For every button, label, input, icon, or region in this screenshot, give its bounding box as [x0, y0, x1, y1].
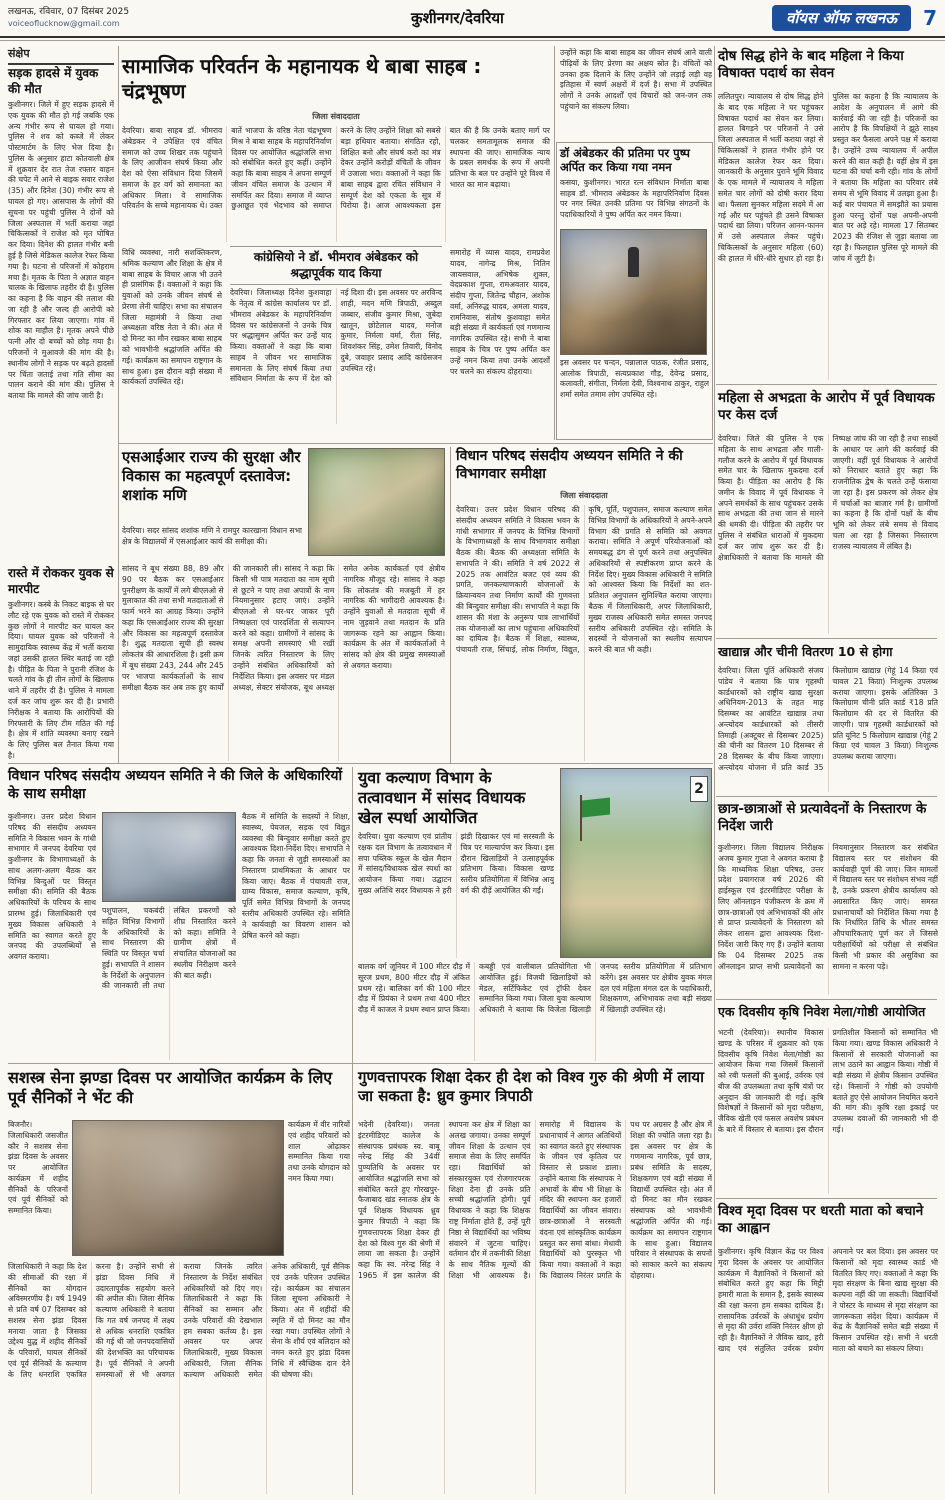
soil-day-headline: विश्व मृदा दिवस पर धरती माता को बचाने का आह्वान: [718, 1203, 924, 1236]
sir-story-lead: देवरिया। सदर सांसद शशांक मणि ने रामपुर कारखाना विधान सभा क्षेत्र के विद्यालयों में एसआईआर कार्य की समीक्षा की।: [122, 526, 302, 546]
flag-day-body-left: बिजनौर। जिलाधिकारी जसजीत कौर ने सशस्त्र सेना झंडा दिवस के अवसर पर आयोजित कार्यक्रम में शहीद सैनिकों के परिजनों एवं पूर्व सैनिकों को सम्मानित किया।: [8, 1120, 68, 1216]
brief-body-accident: कुशीनगर। जिले में हुए सड़क हादसे में एक युवक की मौत हो गई जबकि एक अन्य गंभीर रूप से घायल हो गया। पुलिस ने शव को कब्जे में लेकर पोस्टमार्टम के लिए भेज दिया है। पुलिस के अनुसार हाटा कोतवाली क्षेत्र में शुक्रवार देर रात तेज रफ्तार वाहन की चपेट में आने से बाइक सवार राजेश (35) और दिनेश (30) गंभीर रूप से घायल हो गए। आसपास के लोगों की सूचना पर पहुंची पुलिस ने दोनों को जिला अस्पताल में भर्ती कराया जहां चिकित्सकों ने राजेश को मृत घोषित कर दिया। दिनेश की हालत गंभीर बनी हुई है जिसे मेडिकल कालेज रेफर किया गया है। घटना से परिजनों में कोहराम मचा है। मृतक के पिता ने अज्ञात वाहन चालक के खिलाफ तहरीर दी है। पुलिस का कहना है कि वाहन की तलाश की जा रही है और जल्द ही आरोपी को गिरफ्तार कर लिया जाएगा। गांव में शोक का माहौल है। मृतक अपने पीछे पत्नी और दो बच्चों को छोड़ गया है। परिजनों ने मुआवजे की मांग की है। स्थानीय लोगों ने सड़क पर बढ़ते हादसों पर चिंता जताई तथा गति सीमा का पालन कराने की मांग की। पुलिस ने बताया कि मामले की जांच जारी है।: [8, 100, 114, 401]
brief-title-accident: सड़क हादसे में युवक की मौत: [8, 66, 99, 96]
sir-meeting-photo: [308, 448, 445, 556]
paper-logo: वॉयस ऑफ लखनऊ: [772, 5, 911, 31]
review-story-headline: विधान परिषद संसदीय अध्ययन समिति ने की विभागवार समीक्षा: [456, 448, 683, 482]
ration-story-body: देवरिया। जिला पूर्ति अधिकारी संजय पांडेय ने बताया कि पात्र गृहस्थी कार्डधारकों को राष्ट्रीय खाद्य सुरक्षा अधिनियम-2013 के तहत माह दिसम्बर का आवंटित खाद्यान्न तथा अन्त्योदय कार्डधारकों को तीसरी तिमाही (अक्टूबर से दिसम्बर 2025) की चीनी का वितरण 10 दिसम्बर से 28 दिसम्बर के बीच किया जाएगा। अन्त्योदय योजना में प्रति कार्ड 35 किलोग्राम खाद्यान्न (गेहूं 14 किग्रा एवं चावल 21 किग्रा) निःशुल्क उपलब्ध कराया जाएगा। इसके अतिरिक्त 3 किलोग्राम चीनी प्रति कार्ड ₹18 प्रति किलोग्राम की दर से वितरित की जाएगी। पात्र गृहस्थी कार्डधारकों को प्रति यूनिट 5 किलोग्राम खाद्यान्न (गेहूं 2 किग्रा एवं चावल 3 किग्रा) निःशुल्क उपलब्ध कराया जाएगा।: [718, 666, 938, 773]
flag-day-body: जिलाधिकारी ने कहा कि देश की सीमाओं की रक्षा में सैनिकों का योगदान अविस्मरणीय है। वर्ष 1949 से प्रति वर्ष 07 दिसम्बर को सशस्त्र सेना झंडा दिवस मनाया जाता है जिसका उद्देश्य युद्ध में शहीद सैनिकों के परिवारों, घायल सैनिकों एवं पूर्व सैनिकों के कल्याण के लिए धनराशि एकत्रित करना है। उन्होंने सभी से झंडा दिवस निधि में उदारतापूर्वक सहयोग करने की अपील की। जिला सैनिक कल्याण अधिकारी ने बताया कि गत वर्ष जनपद में लक्ष्य से अधिक धनराशि एकत्रित की गई थी जो जनपदवासियों की देशभक्ति का परिचायक है। पूर्व सैनिकों ने अपनी समस्याओं से भी अवगत कराया जिनके त्वरित निस्तारण के निर्देश संबंधित अधिकारियों को दिए गए। जिलाधिकारी ने कहा कि सैनिकों का सम्मान और उनके परिवारों की देखभाल हम सबका कर्तव्य है। इस अवसर पर अपर जिलाधिकारी, मुख्य विकास अधिकारी, जिला सैनिक कल्याण अधिकारी समेत अनेक अधिकारी, पूर्व सैनिक एवं उनके परिजन उपस्थित रहे। कार्यक्रम का संचालन जिला सूचना अधिकारी ने किया। अंत में शहीदों की स्मृति में दो मिनट का मौन रखा गया। उपस्थित लोगों ने सेना के शौर्य एवं बलिदान को नमन करते हुए झंडा दिवस निधि में स्वैच्छिक दान देने की घोषणा की।: [8, 1262, 350, 1379]
district-review-body-right: बैठक में समिति के सदस्यों ने शिक्षा, स्वास्थ्य, पेयजल, सड़क एवं विद्युत व्यवस्था की बिन्दुवार समीक्षा करते हुए आवश्यक दिशा-निर्देश दिए। सभापति ने कहा कि जनता से जुड़ी समस्याओं का निस्तारण प्राथमिकता के आधार पर किया जाए। बैठक में पंचायती राज, ग्राम्य विकास, समाज कल्याण, कृषि, पूर्ति समेत विभिन्न विभागों के जनपद स्तरीय अधिकारी उपस्थित रहे। समिति ने कार्यवाही का विवरण शासन को प्रेषित करने को कहा।: [242, 812, 350, 940]
education-story-headline: गुणवत्तापरक शिक्षा देकर ही देश को विश्व गुरु की श्रेणी में लाया जा सकता है: ध्रुव कुमार त्रिपाठी: [358, 1068, 704, 1105]
lead-story-body-far: उन्होंने कहा कि बाबा साहब का जीवन संघर्ष आने वाली पीढ़ियों के लिए प्रेरणा का अक्षय स्रोत है। वंचितों को उनका हक दिलाने के लिए उन्होंने जो लड़ाई लड़ी वह इतिहास में स्वर्ण अक्षरों में दर्ज है। सभा में उपस्थित लोगों ने उनके आदर्शों एवं विचारों को जन-जन तक पहुंचाने का संकल्प लिया।: [560, 48, 712, 111]
sports-story-lead: देवरिया। युवा कल्याण एवं प्रांतीय रक्षक दल विभाग के तत्वावधान में सपा पब्लिक स्कूल के खेल मैदान में सांसद/विधायक खेल स्पर्धा का आयोजन किया गया। उद्घाटन मुख्य अतिथि सदर विधायक ने हरी झंडी दिखाकर एवं मां सरस्वती के चित्र पर माल्यार्पण कर किया। इस दौरान खिलाड़ियों ने उत्साहपूर्वक प्रतिभाग किया। विकास खण्ड स्तरीय प्रतियोगिता में विभिन्न आयु वर्ग की दौड़ें आयोजित की गईं।: [358, 832, 554, 895]
masthead: [0, 0, 945, 36]
masthead-rule-thin: [0, 40, 945, 41]
statue-story-lead: कसया, कुशीनगर। भारत रत्न संविधान निर्माता बाबा साहब डॉ. भीमराव अंबेडकर के महापरिनिर्वाण दिवस पर नगर स्थित उनकी प्रतिमा पर विभिन्न संगठनों के पदाधिकारियों ने पुष्प अर्पित कर नमन किया।: [560, 177, 709, 220]
briefs-label: संक्षेप: [8, 46, 114, 65]
poison-story-headline: दोष सिद्ध होने के बाद महिला ने किया विषाक्त पदार्थ का सेवन: [718, 48, 904, 81]
sports-story-body: बालक वर्ग जूनियर में 100 मीटर दौड़ में सूरज प्रथम, 800 मीटर दौड़ में अंकित प्रथम रहे। बालिका वर्ग की 100 मीटर दौड़ में प्रियंका ने प्रथम तथा 400 मीटर दौड़ में काजल ने प्रथम स्थान प्राप्त किया। कबड्डी एवं वालीबाल प्रतियोगिता भी आयोजित हुई। विजयी खिलाड़ियों को मेडल, सर्टिफिकेट एवं ट्रॉफी देकर सम्मानित किया गया। जिला युवा कल्याण अधिकारी ने बताया कि विजेता खिलाड़ी जनपद स्तरीय प्रतियोगिता में प्रतिभाग करेंगे। इस अवसर पर क्षेत्रीय युवक मंगल दल एवं महिला मंगल दल के पदाधिकारी, शिक्षकगण, अभिभावक तथा बड़ी संख्या में खिलाड़ी उपस्थित रहे।: [358, 962, 712, 1015]
district-review-body-left: कुशीनगर। उत्तर प्रदेश विधान परिषद की संसदीय अध्ययन समिति ने विकास भवन के गांधी सभागार में जनपद देवरिया एवं कुशीनगर के विभागाध्यक्षों के साथ अलग-अलग बैठक कर विभिन्न बिन्दुओं पर विस्तृत समीक्षा की। समिति की बैठक अधिकारियों के परिचय के साथ प्रारम्भ हुई। जिलाधिकारी एवं मुख्य विकास अधिकारी ने समिति का स्वागत करते हुए जनपद की उपलब्धियों से अवगत कराया।: [8, 812, 96, 962]
divider: [8, 763, 713, 764]
statue-photo-story: [556, 142, 713, 440]
review-story-body: देवरिया। उत्तर प्रदेश विधान परिषद की संसदीय अध्ययन समिति ने विकास भवन के गांधी सभागार में जनपद के विभिन्न विभागों के विभागाध्यक्षों के साथ विभागवार समीक्षा बैठक की। बैठक की अध्यक्षता समिति के सभापति ने की। समिति ने वर्ष 2022 से 2025 तक आवंटित बजट एवं व्यय की प्रगति, जनकल्याणकारी योजनाओं के क्रियान्वयन तथा निर्माण कार्यों की गुणवत्ता की बिन्दुवार समीक्षा की। सभापति ने कहा कि शासन की मंशा के अनुरूप पात्र लाभार्थियों तक योजनाओं का लाभ पहुंचाना अधिकारियों का दायित्व है। बैठक में शिक्षा, स्वास्थ्य, पंचायती राज, सिंचाई, लोक निर्माण, विद्युत, कृषि, पूर्ति, पशुपालन, समाज कल्याण समेत विभिन्न विभागों के अधिकारियों ने अपने-अपने विभाग की प्रगति से समिति को अवगत कराया। समिति ने अपूर्ण परियोजनाओं को समयबद्ध ढंग से पूर्ण करने तथा अनुपस्थित अधिकारियों से स्पष्टीकरण प्राप्त करने के निर्देश दिए। मुख्य विकास अधिकारी ने समिति को आश्वस्त किया कि निर्देशों का शत-प्रतिशत अनुपालन सुनिश्चित कराया जाएगा। बैठक में जिलाधिकारी, अपर जिलाधिकारी, मुख्य राजस्व अधिकारी समेत समस्त जनपद स्तरीय अधिकारी उपस्थित रहे। समिति के सदस्यों ने योजनाओं का स्थलीय सत्यापन करने की बात भी कही।: [456, 505, 712, 655]
divider: [716, 1198, 937, 1199]
mla-case-headline: महिला से अभद्रता के आरोप में पूर्व विधायक पर केस दर्ज: [718, 390, 935, 423]
contact-email: voiceoflucknow@gmail.com: [8, 18, 120, 28]
committee-meeting-photo: [102, 812, 236, 902]
ration-story-headline: खाद्यान्न और चीनी वितरण 10 से होगा: [718, 644, 893, 659]
divider: [716, 796, 937, 797]
flag-day-body-right: कार्यक्रम में वीर नारियों एवं शहीद परिवारों को शाल ओढ़ाकर सम्मानित किया गया तथा उनके योगदान को नमन किया गया।: [288, 1120, 350, 1183]
page-number: 7: [923, 6, 937, 30]
statue-silhouette: [628, 247, 639, 277]
masthead-rule: [0, 36, 945, 38]
district-review-headline: विधान परिषद संसदीय अध्ययन समिति ने की जिले के अधिकारियों के साथ समीक्षा: [8, 768, 343, 802]
soil-day-body: कुशीनगर। कृषि विज्ञान केंद्र पर विश्व मृदा दिवस के अवसर पर आयोजित कार्यक्रम में वैज्ञानिकों ने किसानों को संबोधित करते हुए कहा कि मिट्टी हमारी माता के समान है, इसके स्वास्थ्य की रक्षा करना हम सबका दायित्व है। रासायनिक उर्वरकों के अंधाधुंध प्रयोग से मृदा की उर्वरा शक्ति निरंतर क्षीण हो रही है। वैज्ञानिकों ने जैविक खाद, हरी खाद एवं संतुलित उर्वरक प्रयोग अपनाने पर बल दिया। इस अवसर पर किसानों को मृदा स्वास्थ्य कार्ड भी वितरित किए गए। वक्ताओं ने कहा कि मृदा संरक्षण के बिना खाद्य सुरक्षा की कल्पना नहीं की जा सकती। विद्यार्थियों ने पोस्टर के माध्यम से मृदा संरक्षण का जागरूकता संदेश दिया। कार्यक्रम में केंद्र के वैज्ञानिकों समेत बड़ी संख्या में किसान उपस्थित रहे। सभी ने धरती माता को बचाने का संकल्प लिया।: [718, 1247, 938, 1354]
divider: [554, 46, 555, 440]
divider: [118, 46, 119, 763]
divider: [714, 46, 715, 1494]
congress-substory: [230, 246, 442, 438]
edition-name: कुशीनगर/देवरिया: [411, 9, 504, 27]
district-review-body-mid: पशुपालन, चकबंदी सहित विभिन्न विभागों के अधिकारियों के साथ निस्तारण की स्थिति पर विस्तृत चर्चा हुई। सभापति ने शासन के निर्देशों के अनुपालन की जानकारी ली तथा लंबित प्रकरणों को शीघ्र निस्तारित करने को कहा। समिति ने ग्रामीण क्षेत्रों में संचालित योजनाओं का स्थलीय निरीक्षण करने की बात कही।: [102, 906, 236, 991]
divider: [716, 999, 937, 1000]
edition-dateline: लखनऊ, रविवार, 07 दिसंबर 2025: [8, 6, 130, 17]
krishi-mela-headline: एक दिवसीय कृषि निवेश मेला/गोष्ठी आयोजित: [718, 1004, 926, 1019]
krishi-mela-body: भटनी (देवरिया)। स्थानीय विकास खण्ड के परिसर में शुक्रवार को एक दिवसीय कृषि निवेश मेला/गोष्ठी का आयोजन किया गया जिसमें किसानों को रबी फसलों की बुआई, उर्वरक एवं बीज की उपलब्धता तथा कृषि यंत्रों पर अनुदान की जानकारी दी गई। कृषि विशेषज्ञों ने किसानों को मृदा परीक्षण, जैविक खेती एवं फसल अवशेष प्रबंधन के बारे में विस्तार से बताया। इस दौरान प्रगतिशील किसानों को सम्मानित भी किया गया। खण्ड विकास अधिकारी ने किसानों से सरकारी योजनाओं का लाभ उठाने का आह्वान किया। गोष्ठी में बड़ी संख्या में क्षेत्रीय किसान उपस्थित रहे। किसानों ने गोष्ठी को उपयोगी बताते हुए ऐसे आयोजन नियमित कराने की मांग की। कृषि रक्षा इकाई पर उपलब्ध दवाओं की जानकारी भी दी गई।: [718, 1028, 938, 1135]
statue-story-headline: डॉ अंबेडकर की प्रतिमा पर पुष्प अर्पित कर किया गया नमन: [560, 146, 690, 175]
lead-story-body-right: समारोह में व्यास यादव, रामप्रवेश यादव, नागेन्द्र मिश्र, नितिन जायसवाल, अभिषेक शुक्ल, वेदप्रकाश गुप्ता, रामअवतार यादव, संदीप गुप्ता, जितेन्द्र चौहान, अशोक वर्मा, अनिरुद्ध यादव, अमला यादव, रामनिवास, संतोष कुशवाहा समेत बड़ी संख्या में कार्यकर्ता एवं गणमान्य नागरिक उपस्थित रहे। सभी ने बाबा साहब के चित्र पर पुष्प अर्पित कर उन्हें नमन किया तथा उनके आदर्शों पर चलने का संकल्प दोहराया।: [450, 248, 550, 376]
review-story-byline: जिला संवाददाता: [560, 491, 608, 500]
ambedkar-statue-photo: [560, 229, 707, 355]
divider: [352, 767, 353, 1495]
green-flag: [582, 798, 610, 818]
lead-story-body-left: विधि व्यवस्था, नारी सशक्तिकरण, श्रमिक कल्याण और शिक्षा के क्षेत्र में बाबा साहब के विचार आज भी उतने ही प्रासंगिक हैं। वक्ताओं ने कहा कि युवाओं को उनके जीवन संघर्ष से प्रेरणा लेनी चाहिए। सभा का संचालन जिला महामंत्री ने किया तथा अध्यक्षता वरिष्ठ नेता ने की। अंत में दो मिनट का मौन रखकर बाबा साहब को भावभीनी श्रद्धांजलि अर्पित की गई। कार्यक्रम का समापन राष्ट्रगान के साथ हुआ। इस दौरान बड़ी संख्या में कार्यकर्ता उपस्थित रहे।: [122, 248, 222, 387]
lead-story-headline: सामाजिक परिवर्तन के महानायक थे बाबा साहब : चंद्रभूषण: [122, 54, 482, 103]
divider: [716, 638, 937, 639]
brief-title-assault: रास्ते में रोककर युवक से मारपीट: [8, 566, 114, 596]
exam-story-body: कुशीनगर। जिला विद्यालय निरीक्षक अजय कुमार गुप्ता ने अवगत कराया है कि माध्यमिक शिक्षा परिषद, उत्तर प्रदेश प्रयागराज वर्ष 2026 की हाईस्कूल एवं इंटरमीडिएट परीक्षा के लिए ऑनलाइन पंजीकरण के क्रम में छात्र-छात्राओं एवं अभिभावकों की ओर से प्राप्त प्रत्यावेदनों के निस्तारण को लेकर शासन द्वारा आवश्यक दिशा-निर्देश जारी किए गए हैं। उन्होंने बताया कि 04 दिसम्बर 2025 तक ऑनलाइन प्राप्त सभी प्रत्यावेदनों का नियमानुसार निस्तारण कर संबंधित विद्यालय स्तर पर संशोधन की कार्यवाही पूर्ण की जाए। जिन मामलों में विद्यालय स्तर पर संशोधन संभव नहीं है, उनके प्रकरण क्षेत्रीय कार्यालय को अग्रसारित किए जाएं। समस्त प्रधानाचार्यों को निर्देशित किया गया है कि निर्धारित तिथि के भीतर समस्त औपचारिकताएं पूर्ण कर लें जिससे परीक्षार्थियों को परीक्षा से संबंधित किसी भी प्रकार की असुविधा का सामना न करना पड़े।: [718, 843, 938, 971]
divider: [450, 447, 451, 763]
congress-substory-body: देवरिया। जिलाध्यक्ष दिनेश कुशवाहा के नेतृत्व में कांग्रेस कार्यालय पर डॉ. भीमराव अंबेडकर के महापरिनिर्वाण दिवस पर कांग्रेसजनों ने उनके चित्र पर श्रद्धासुमन अर्पित कर उन्हें याद किया। वक्ताओं ने कहा कि बाबा साहब ने जीवन भर सामाजिक समानता के लिए संघर्ष किया तथा संविधान निर्माता के रूप में देश को नई दिशा दी। इस अवसर पर अरविन्द शाही, मदन मणि त्रिपाठी, अब्दुल जब्बार, संजीव कुमार मिश्रा, जुबेदा खातून, छोटेलाल यादव, मनोज कुमार, निर्मला वर्मा, रीता सिंह, शिवशंकर सिंह, उमेश तिवारी, विनोद दुबे, जवाहर प्रसाद आदि कांग्रेसजन उपस्थित रहे।: [230, 288, 442, 384]
sir-story-body: सांसद ने बूथ संख्या 88, 89 और 90 पर बैठक कर एसआईआर पुनरीक्षण के कार्यों में लगे बीएलओ से मुलाकात की तथा सभी मतदाताओं से फार्म भरने का आग्रह किया। उन्होंने कहा कि एसआईआर राज्य की सुरक्षा और विकास का महत्वपूर्ण दस्तावेज है। शुद्ध मतदाता सूची ही स्वस्थ लोकतंत्र की आधारशिला है। इसी क्रम में बूथ संख्या 243, 244 और 245 पर भाजपा कार्यकर्ताओं के साथ समीक्षा बैठक कर अब तक हुए कार्यों की जानकारी ली। सांसद ने कहा कि किसी भी पात्र मतदाता का नाम सूची से छूटने न पाए तथा अपात्रों के नाम नियमानुसार हटाए जाएं। उन्होंने बीएलओ से घर-घर जाकर पूरी निष्पक्षता एवं पारदर्शिता से सत्यापन करने को कहा। ग्रामीणों ने सांसद के समक्ष अपनी समस्याएं भी रखीं जिनके त्वरित निस्तारण के लिए उन्होंने संबंधित अधिकारियों को निर्देशित किया। इस अवसर पर मंडल अध्यक्ष, सेक्टर संयोजक, बूथ अध्यक्ष समेत अनेक कार्यकर्ता एवं क्षेत्रीय नागरिक मौजूद रहे। सांसद ने कहा कि लोकतंत्र की मजबूती में हर नागरिक की भागीदारी आवश्यक है। उन्होंने युवाओं से मतदाता सूची में नाम जुड़वाने तथा मतदान के प्रति जागरूक रहने का आह्वान किया। कार्यक्रम के अंत में कार्यकर्ताओं ने सांसद को क्षेत्र की प्रमुख समस्याओं से अवगत कराया।: [122, 564, 445, 692]
exam-story-headline: छात्र-छात्राओं से प्रत्यावेदनों के निस्तारण के निर्देश जारी: [718, 801, 927, 834]
divider: [716, 384, 937, 385]
sir-story-headline: एसआईआर राज्य की सुरक्षा और विकास का महत्वपूर्ण दस्तावेज: शशांक मणि: [122, 448, 301, 504]
sports-story-headline: युवा कल्याण विभाग के तत्वावधान में सांसद विधायक खेल स्पर्धा आयोजित: [358, 768, 526, 827]
masthead-right: [677, 5, 937, 31]
congress-substory-headline: कांग्रेसियो ने डॉ. भीमराव अंबेडकर को श्रद्धापूर्वक याद किया: [230, 250, 442, 285]
lead-story-body: देवरिया। बाबा साहब डॉ. भीमराव अंबेडकर ने उपेक्षित एवं वंचित समाज को उच्च शिखर तक पहुंचाने के लिए आजीवन संघर्ष किया और देश को ऐसा संविधान दिया जिसमें समाज के हर वर्ग को समानता का अधिकार मिला। वे सामाजिक परिवर्तन के सच्चे महानायक थे। उक्त बातें भाजपा के वरिष्ठ नेता चंद्रभूषण मिश्र ने बाबा साहब के महापरिनिर्वाण दिवस पर आयोजित श्रद्धांजलि सभा को संबोधित करते हुए कहीं। उन्होंने कहा कि बाबा साहब ने अपना सम्पूर्ण जीवन वंचित समाज के उत्थान में समर्पित कर दिया। समाज में व्याप्त छुआछूत एवं भेदभाव को समाप्त करने के लिए उन्होंने शिक्षा को सबसे बड़ा हथियार बताया। संगठित रहो, शिक्षित बनो और संघर्ष करो का मंत्र देकर उन्होंने करोड़ों वंचितों के जीवन में उजाला भरा। वक्ताओं ने कहा कि बाबा साहब द्वारा रचित संविधान ने सम्पूर्ण देश को एकता के सूत्र में पिरोया है। आज आवश्यकता इस बात की है कि उनके बताए मार्ग पर चलकर समतामूलक समाज की स्थापना की जाए। सामाजिक न्याय के प्रबल समर्थक के रूप में अपनी प्रतिभा के बल पर उन्होंने पूरे विश्व में भारत का मान बढ़ाया।: [122, 126, 550, 211]
statue-story-caption: इस अवसर पर चन्दन, पन्नालाल पाठक, रंजीत प्रसाद, आलोक त्रिपाठी, सत्यप्रकाश गौड़, देवेन्द्र प्रसाद, कलावती, संगीता, निर्मला देवी, विश्वनाथ ठाकुर, राहुल शर्मा समेत तमाम लोग उपस्थित रहे।: [560, 357, 709, 400]
brief-body-assault: कुशीनगर। कस्बे के निकट बाइक से घर लौट रहे एक युवक को रास्ते में रोककर कुछ लोगों ने मारपीट कर घायल कर दिया। घायल युवक को परिजनों ने सामुदायिक स्वास्थ्य केंद्र में भर्ती कराया जहां उसकी हालत स्थिर बताई जा रही है। पीड़ित के पिता ने पुरानी रंजिश के चलते गांव के ही तीन लोगों के खिलाफ थाने में तहरीर दी है। पुलिस ने मामला दर्ज कर जांच शुरू कर दी है। प्रभारी निरीक्षक ने बताया कि आरोपियों की गिरफ्तारी के लिए टीम गठित की गई है। क्षेत्र में शांति व्यवस्था बनाए रखने के लिए पुलिस बल तैनात किया गया है।: [8, 600, 114, 760]
mla-case-body: देवरिया। जिले की पुलिस ने एक महिला के साथ अभद्रता और गाली-गलौज करने के आरोप में पूर्व विधायक समेत चार के खिलाफ मुकदमा दर्ज किया है। पीड़िता का आरोप है कि जमीन के विवाद में पूर्व विधायक ने अपने समर्थकों के साथ पहुंचकर उसके साथ अभद्रता की तथा जान से मारने की धमकी दी। पीड़िता की तहरीर पर पुलिस ने संबंधित धाराओं में मुकदमा दर्ज कर जांच शुरू कर दी है। क्षेत्राधिकारी ने बताया कि मामले की निष्पक्ष जांच की जा रही है तथा साक्ष्यों के आधार पर आगे की कार्रवाई की जाएगी। वहीं पूर्व विधायक ने आरोपों को निराधार बताते हुए कहा कि राजनीतिक द्वेष के चलते उन्हें फंसाया जा रहा है। इस प्रकरण को लेकर क्षेत्र में चर्चाओं का बाजार गर्म है। ग्रामीणों का कहना है कि दोनों पक्षों के बीच भूमि को लेकर लंबे समय से विवाद चला आ रहा है जिसका निस्तारण राजस्व न्यायालय में लंबित है।: [718, 434, 938, 562]
veterans-group-photo: [72, 1120, 284, 1256]
divider: [8, 1063, 713, 1064]
poison-story-body: ललितपुर। न्यायालय से दोष सिद्ध होने के बाद एक महिला ने घर पहुंचकर विषाक्त पदार्थ का सेवन कर लिया। हालत बिगड़ने पर परिजनों ने उसे जिला अस्पताल में भर्ती कराया जहां से चिकित्सकों ने हालत गंभीर होने पर मेडिकल कालेज रेफर कर दिया। जानकारी के अनुसार पुराने भूमि विवाद के एक मामले में न्यायालय ने महिला समेत चार लोगों को दोषी करार दिया था। फैसला सुनकर महिला सदमे में आ गई और घर पहुंचते ही उसने विषाक्त पदार्थ खा लिया। परिजन आनन-फानन में उसे अस्पताल लेकर पहुंचे। चिकित्सकों के अनुसार महिला (60) की हालत में धीरे-धीरे सुधार हो रहा है। पुलिस का कहना है कि न्यायालय के आदेश के अनुपालन में आगे की कार्रवाई की जा रही है। परिजनों का आरोप है कि विपक्षियों ने झूठे साक्ष्य प्रस्तुत कर फैसला अपने पक्ष में कराया है। उन्होंने उच्च न्यायालय में अपील करने की बात कही है। वहीं क्षेत्र में इस घटना की चर्चा बनी रही। गांव के लोगों ने बताया कि महिला का परिवार लंबे समय से भूमि विवाद में उलझा हुआ है। कई बार पंचायत में समझौते का प्रयास हुआ परन्तु दोनों पक्ष अपनी-अपनी बात पर अड़े रहे। मामला 17 सितम्बर 2023 की रंजिश से जुड़ा बताया जा रहा है। फिलहाल पुलिस पूरे मामले की जांच में जुटी है।: [718, 92, 938, 263]
divider: [118, 443, 713, 444]
education-story-body: भदेनी (देवरिया)। जनता इंटरमीडिएट कालेज के संस्थापक प्रबंधक स्व. बाबू नरेन्द्र सिंह की 34वीं पुण्यतिथि के अवसर पर आयोजित श्रद्धांजलि सभा को संबोधित करते हुए गोरखपुर-फैजाबाद खंड स्नातक क्षेत्र के पूर्व शिक्षक विधायक ध्रुव कुमार त्रिपाठी ने कहा कि गुणवत्तापरक शिक्षा देकर ही देश को विश्व गुरु की श्रेणी में लाया जा सकता है। उन्होंने कहा कि स्व. नरेन्द्र सिंह ने 1965 में इस कालेज की स्थापना कर क्षेत्र में शिक्षा का अलख जगाया। उनका सम्पूर्ण जीवन शिक्षा के उत्थान एवं समाज सेवा के लिए समर्पित रहा। विद्यार्थियों को संस्कारयुक्त एवं रोजगारपरक शिक्षा देना ही उनके प्रति सच्ची श्रद्धांजलि होगी। पूर्व विधायक ने कहा कि शिक्षक राष्ट्र निर्माता होते हैं, उन्हें पूरी निष्ठा से विद्यार्थियों का भविष्य संवारने में जुटना चाहिए। वर्तमान दौर में तकनीकी शिक्षा के साथ नैतिक मूल्यों की शिक्षा भी आवश्यक है। समारोह में विद्यालय के प्रधानाचार्य ने आगत अतिथियों का स्वागत करते हुए संस्थापक के जीवन एवं कृतित्व पर विस्तार से प्रकाश डाला। उन्होंने बताया कि संस्थापक ने अभावों के बीच भी शिक्षा के मंदिर की स्थापना कर हजारों विद्यार्थियों का जीवन संवारा। छात्र-छात्राओं ने सरस्वती वंदना एवं सांस्कृतिक कार्यक्रम प्रस्तुत कर समां बांधा। मेधावी विद्यार्थियों को पुरस्कृत भी किया गया। वक्ताओं ने कहा कि विद्यालय निरंतर प्रगति के पथ पर अग्रसर है और क्षेत्र में शिक्षा की ज्योति जला रहा है। इस अवसर पर क्षेत्र के गणमान्य नागरिक, पूर्व छात्र, प्रबंध समिति के सदस्य, शिक्षकगण एवं बड़ी संख्या में विद्यार्थी उपस्थित रहे। अंत में दो मिनट का मौन रखकर संस्थापक को भावभीनी श्रद्धांजलि अर्पित की गई। कार्यक्रम का समापन राष्ट्रगान के साथ हुआ। विद्यालय परिवार ने संस्थापक के सपनों को साकार करने का संकल्प दोहराया।: [358, 1120, 712, 1280]
masthead-left: [8, 7, 238, 29]
lead-story-byline: जिला संवाददाता: [312, 112, 360, 121]
photo-number-badge: 2: [690, 776, 708, 802]
flag-day-headline: सशस्त्र सेना झण्डा दिवस पर आयोजित कार्यक्रम के लिए पूर्व सैनिकों ने भेंट की: [8, 1068, 333, 1107]
